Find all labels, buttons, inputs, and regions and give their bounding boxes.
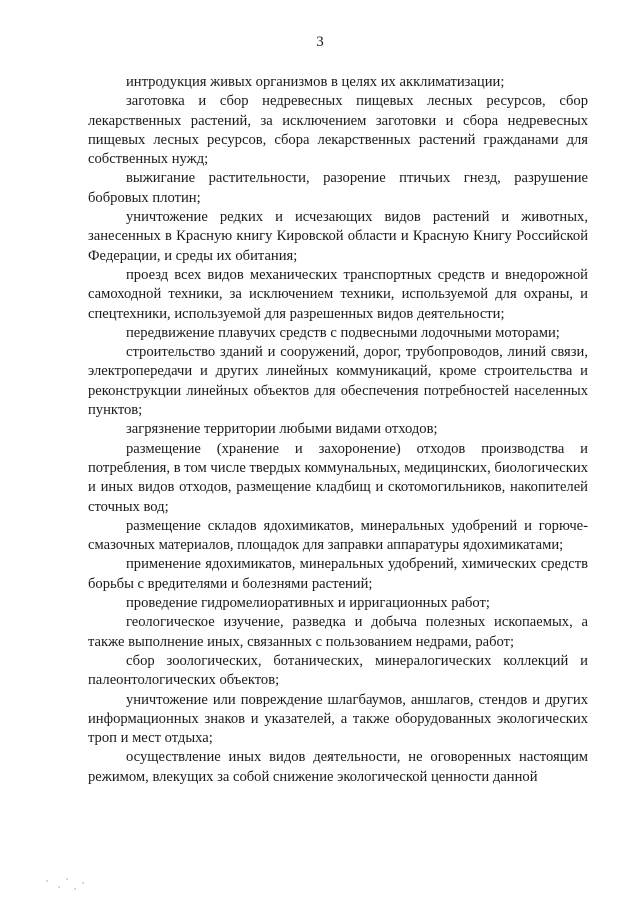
scan-speck <box>58 886 60 888</box>
paragraph-burning: выжигание растительности, разорение птичьих гнезд, разрушение бобровых плотин; <box>88 170 588 206</box>
paragraph-construction: строительство зданий и сооружений, дорог, трубопроводов, линий связи, электропередачи и других линейных коммуникаций, кроме строительства и реконструкции линейных объектов для обеспечения потребностей населенных пунктов; <box>88 344 588 419</box>
paragraph-other-activities: осуществление иных видов деятельности, не оговоренных настоящим режимом, влекущих за собой снижение экологической ценности данной <box>88 749 588 785</box>
paragraph-motor-boats: передвижение плавучих средств с подвесными лодочными моторами; <box>126 324 560 341</box>
paragraph-rare-species: уничтожение редких и исчезающих видов растений и животных, занесенных в Красную книгу Кировской области и Красную Книгу Российской Федерации, и среды их обитания; <box>88 209 588 264</box>
paragraph-geology: геологическое изучение, разведка и добыча полезных ископаемых, а также выполнение иных, связанных с пользованием недрами, работ; <box>88 614 588 650</box>
paragraph-pollution: загрязнение территории любыми видами отходов; <box>126 421 438 438</box>
paragraph-harvesting: заготовка и сбор недревесных пищевых лесных ресурсов, сбор лекарственных растений, за исключением заготовки и сбора недревесных пищевых лесных ресурсов, сбора лекарственных растений гражданами для собственных нужд; <box>88 93 588 168</box>
paragraph-chemical-warehouses: размещение складов ядохимикатов, минеральных удобрений и горюче-смазочных материалов, площадок для заправки аппаратуры ядохимикатами; <box>88 517 588 554</box>
paragraph-waste-disposal: размещение (хранение и захоронение) отходов производства и потребления, в том числе твердых коммунальных, медицинских, биологических и иных видов отходов, размещение кладбищ и скотомогильников, накопителей сточных вод; <box>88 440 588 515</box>
scan-speck <box>46 880 48 882</box>
page-number: 3 <box>316 34 324 50</box>
scan-speck <box>66 878 68 880</box>
paragraph-signs-damage: уничтожение или повреждение шлагбаумов, аншлагов, стендов и других информационных знаков и указателей, а также оборудованных экологических троп и мест отдыха; <box>88 691 588 747</box>
scan-speck <box>82 882 84 884</box>
paragraph-chemical-use: применение ядохимикатов, минеральных удобрений, химических средств борьбы с вредителями и болезнями растений; <box>88 556 588 592</box>
paragraph-introduction: интродукция живых организмов в целях их акклиматизации; <box>126 74 505 90</box>
paragraph-vehicle-passage: проезд всех видов механических транспортных средств и внедорожной самоходной техники, за исключением техники, используемой для охраны, и спецтехники, используемой для разрешенных видов деятельности; <box>88 266 588 322</box>
scan-speck <box>74 888 76 890</box>
document-body <box>88 73 588 787</box>
paragraph-collections: сбор зоологических, ботанических, минералогических коллекций и палеонтологических объектов; <box>88 652 588 689</box>
paragraph-melioration: проведение гидромелиоративных и ирригационных работ; <box>126 595 490 612</box>
